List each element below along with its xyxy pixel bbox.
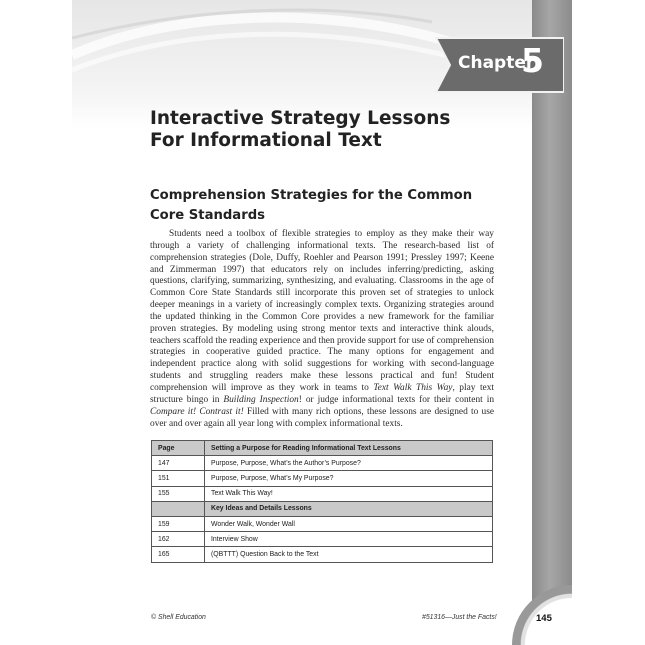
section-heading: Comprehension Strategies for the Common Core Standards xyxy=(150,188,473,223)
table-row xyxy=(152,516,493,531)
page-column-header: Page xyxy=(152,441,205,456)
lessons-column-header: Setting a Purpose for Reading Informational Text Lessons xyxy=(205,441,493,456)
row-lesson: Purpose, Purpose, What’s My Purpose? xyxy=(205,471,493,486)
lesson-title-building-inspection: Building Inspection xyxy=(223,394,299,405)
footer-book-id: #51316—Just the Facts! xyxy=(422,614,497,621)
lessons-table xyxy=(151,440,493,563)
row-page: 151 xyxy=(152,471,205,486)
lesson-title-compare-contrast: Compare it! Contrast it! xyxy=(150,406,244,417)
chapter-number: 5 xyxy=(521,41,544,80)
row-lesson: Text Walk This Way! xyxy=(205,486,493,501)
row-page: 165 xyxy=(152,547,205,562)
chapter-tab xyxy=(424,36,564,94)
page-title: Interactive Strategy Lessons For Informational Text xyxy=(150,108,451,151)
row-page: 162 xyxy=(152,532,205,547)
row-page: 159 xyxy=(152,516,205,531)
row-page: 155 xyxy=(152,486,205,501)
row-page: 147 xyxy=(152,456,205,471)
chapter-label: Chapter xyxy=(458,53,535,73)
row-lesson: Wonder Walk, Wonder Wall xyxy=(205,516,493,531)
row-lesson: Purpose, Purpose, What’s the Author’s Purpose? xyxy=(205,456,493,471)
page-number: 145 xyxy=(536,613,552,624)
row-lesson: (QBTTT) Question Back to the Text xyxy=(205,547,493,562)
table-header-row xyxy=(152,441,493,456)
section-blank-cell xyxy=(152,501,205,516)
row-lesson: Interview Show xyxy=(205,532,493,547)
lesson-title-text-walk: Text Walk This Way xyxy=(373,382,453,393)
section-title: Key Ideas and Details Lessons xyxy=(205,501,493,516)
table-row xyxy=(152,486,493,501)
page-edge-bar xyxy=(532,0,572,645)
table-row xyxy=(152,471,493,486)
table-row xyxy=(152,547,493,562)
table-row xyxy=(152,532,493,547)
table-row xyxy=(152,456,493,471)
table-section-row xyxy=(152,501,493,516)
body-paragraph: Students need a toolbox of flexible strategies to employ as they make their way through a variety of challenging informational texts. The research-based list of comprehension strategies (Dole, Duffy, Roehler and Pearson 1991; Pressley 1997; Keene and Zimmerman 1997) that educators rely on includes inferring/predicting, asking questions, clarifying, summarizing, synthesizing, and evaluating. Classrooms in the age of Common Core State Standards still incorporate this proven set of strategies to unlock deeper meanings in a variety of increasingly complex texts. Organizing strategies around the updated thinking in the Common Core provides a new framework for the familiar proven strategies. By modeling using strong mentor texts and interactive think alouds, teachers scaffold the reading experience and then provide support for use of comprehension strategies in cooperative guided practice. The many options for engagement and independent practice along with solid suggestions for working with second-language students and struggling readers make these lessons practical and fun! Student comprehension will improve as they work in teams to Text Walk This Way, play text structure bingo in Building Inspection! or judge informational texts for their content in Compare it! Contrast it! Filled with many rich options, these lessons are designed to use over and over again all year long with complex informational texts. xyxy=(150,229,495,429)
footer-publisher: © Shell Education xyxy=(151,614,206,621)
